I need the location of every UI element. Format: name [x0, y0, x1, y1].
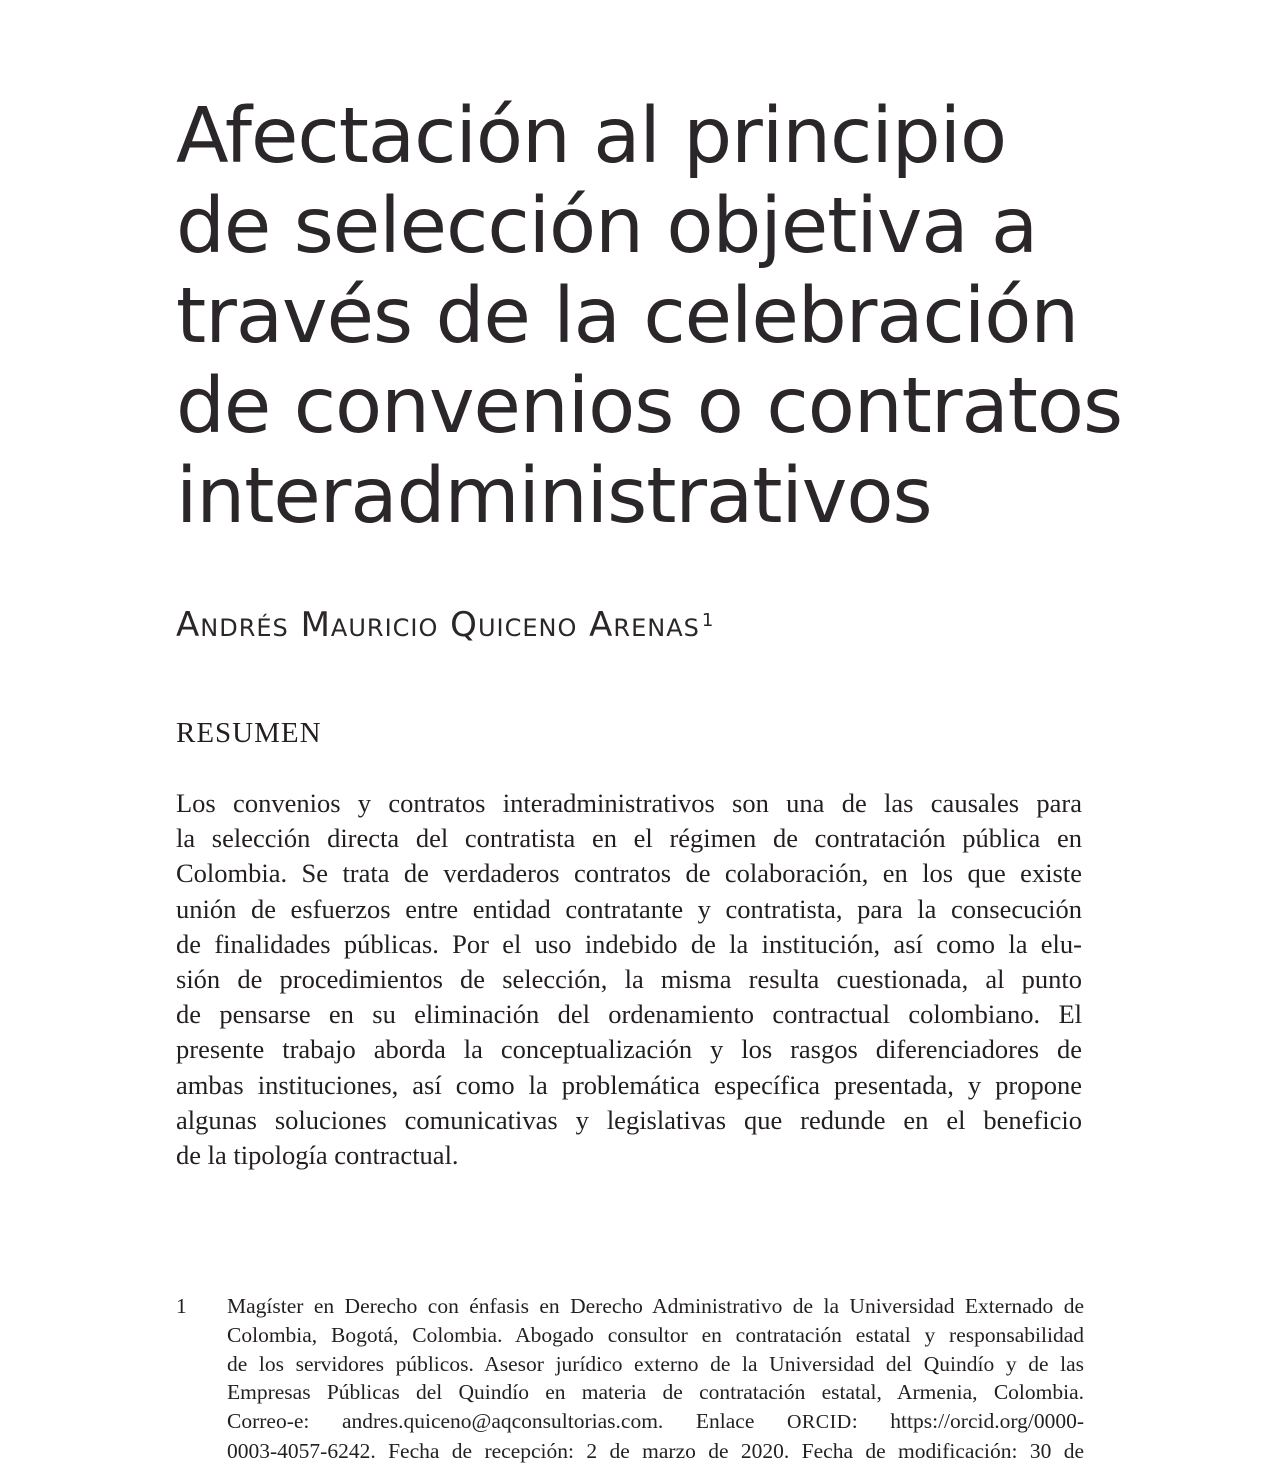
- abstract-line: sión de procedimientos de selección, la misma resulta cuestionada, al punto: [176, 964, 1082, 995]
- abstract-line: Colombia. Se trata de verdaderos contratos de colaboración, en los que existe: [176, 858, 1082, 889]
- abstract-line: de la tipología contractual.: [176, 1140, 459, 1171]
- title-line: Afectación al principio: [176, 92, 1007, 181]
- footnote-line: Empresas Públicas del Quindío en materia de contratación estatal, Armenia, Colombia.: [227, 1380, 1084, 1405]
- abstract-line: algunas soluciones comunicativas y legislativas que redunde en el beneficio: [176, 1104, 1082, 1135]
- abstract-line: de finalidades públicas. Por el uso indebido de la institución, así como la elu-: [176, 928, 1082, 959]
- footnote-text: [227, 1292, 1084, 1466]
- footnote-line: [227, 1407, 1084, 1437]
- footnote-line: Magíster en Derecho con énfasis en Derecho Administrativo de la Universidad Externado de: [227, 1294, 1084, 1318]
- author-byline: [176, 602, 714, 648]
- footnote-line: de los servidores públicos. Asesor jurídico externo de la Universidad del Quindío y de las: [227, 1351, 1084, 1376]
- abstract-text: [176, 786, 1082, 1173]
- footnote-number: 1: [176, 1294, 187, 1318]
- abstract-line: unión de esfuerzos entre entidad contratante y contratista, para la consecución: [176, 893, 1082, 924]
- abstract-line: la selección directa del contratista en el régimen de contratación pública en: [176, 823, 1082, 854]
- article-title: [176, 92, 1136, 542]
- author-name: Andrés Mauricio Quiceno Arenas: [176, 605, 700, 645]
- footnote-line: Colombia, Bogotá, Colombia. Abogado consultor en contratación estatal y responsabilidad: [227, 1322, 1084, 1347]
- orcid-label: ORCID: [786, 1411, 852, 1434]
- author-footnote-marker: 1: [701, 610, 715, 631]
- title-line: de convenios o contratos: [176, 362, 1123, 451]
- abstract-line: presente trabajo aborda la conceptualización y los rasgos diferenciadores de: [176, 1034, 1082, 1065]
- title-line: de selección objetiva a: [176, 182, 1038, 271]
- abstract-line: de pensarse en su eliminación del ordenamiento contractual colombiano. El: [176, 999, 1082, 1030]
- abstract-heading: RESUMEN: [176, 717, 322, 749]
- footnote-line: 0003-4057-6242. Fecha de recepción: 2 de marzo de 2020. Fecha de modificación: 30 de: [227, 1438, 1084, 1463]
- footnote-contact-text: Correo-e: andres.quiceno@aqconsultorias.com. Enlace: [227, 1409, 787, 1434]
- orcid-link[interactable]: : https://orcid.org/0000-: [851, 1409, 1084, 1434]
- abstract-line: Los convenios y contratos interadministrativos son una de las causales para: [176, 788, 1082, 818]
- title-line: interadministrativos: [176, 452, 932, 541]
- title-line: través de la celebración: [176, 272, 1079, 361]
- abstract-line: ambas instituciones, así como la problemática específica presentada, y propone: [176, 1069, 1082, 1100]
